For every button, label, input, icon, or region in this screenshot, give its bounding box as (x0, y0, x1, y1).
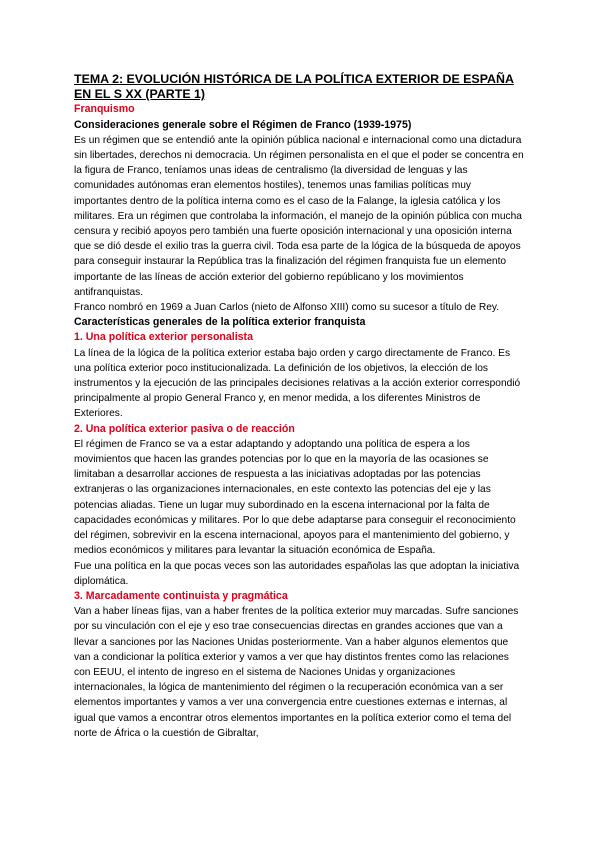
document-title: TEMA 2: EVOLUCIÓN HISTÓRICA DE LA POLÍTICA EXTERIOR DE ESPAÑA EN EL S XX (PARTE 1) (74, 72, 514, 102)
subheading-continuista: 3. Marcadamente continuista y pragmática (74, 589, 288, 602)
document-body (74, 72, 526, 741)
heading-caracteristicas: Características generales de la política exterior franquista (74, 316, 366, 329)
paragraph-personalista: La línea de la lógica de la política exterior estaba bajo orden y cargo directamente de Franco. Es una política exterior poco institucionalizada. La definición de los objetivos, la elección de los instrumentos y la ejecución de las principales decisiones relativas a la acción exterior correspondió principalmente al propio General Franco y, en menor medida, a los diferentes Ministros de Exteriores. (74, 347, 521, 420)
subheading-personalista: 1. Una política exterior personalista (74, 331, 253, 344)
section-title-franquismo: Franquismo (74, 103, 135, 116)
subheading-pasiva: 2. Una política exterior pasiva o de reacción (74, 422, 295, 435)
paragraph-regimen: Es un régimen que se entendió ante la opinión pública nacional e internacional como una dictadura sin libertades, derechos ni democracia. Un régimen personalista en el que el poder se concentra en la figura de Franco, teníamos unas ideas de centralismo (la diversidad de lenguas y las comunidades autónomas eran elementos hostiles), tenemos unas familias políticas muy importantes dentro de la política interna como es el caso de la Falange, la iglesia católica y los militares. Era un régimen que controlaba la información, el manejo de la opinión pública con mucha censura y recibió apoyos pero también una fuerte oposición internacional y una oposición interna que se dió desde el exilio tras la guerra civil. Toda esa parte de la lógica de la búsqueda de apoyos para conseguir instaurar la República tras la finalización del régimen franquista fue un elemento importante de las líneas de acción exterior del gobierno repúblicano y los movimientos antifranquistas. (74, 134, 524, 298)
heading-consideraciones: Consideraciones generale sobre el Régimen de Franco (1939-1975) (74, 118, 412, 131)
paragraph-pasiva: El régimen de Franco se va a estar adaptando y adoptando una política de espera a los movimientos que hacen las grandes potencias por lo que en la mayoría de las ocasiones se limitaban a desarrollar acciones de respuesta a las iniciativas adoptadas por las potencias extranjeras o las organizaciones internacionales, en este contexto las potencias del eje y las potencias aliadas. Tiene un lugar muy subordinado en la escena internacional por la falta de capacidades económicas y militares. Por lo que debe adaptarse para conseguir el reconocimiento del régimen, sobrevivir en la escena internacional, apoyos para el mantenimiento del gobierno, y medios económicos y militares para levantar la situación económica de España. (74, 438, 516, 557)
paragraph-continuista: Van a haber líneas fijas, van a haber frentes de la política exterior muy marcadas. Sufre sanciones por su vinculación con el eje y eso trae consecuencias directas en grandes acciones que van a llevar a sanciones por las Naciones Unidas posteriormente. Van a haber algunos elementos que van a condicionar la política exterior y vamos a ver que hay distintos frentes como las relaciones con EEUU, el intento de ingreso en el sistema de Naciones Unidas y organizaciones internacionales, la lógica de mantenimiento del régimen o la recuperación económica van a ser elementos importantes y vamos a ver una convergencia entre cuestiones externas e internas, al igual que vamos a encontrar otros elementos importantes en la política exterior como el tema del norte de África o la cuestión de Gibraltar, (74, 606, 519, 739)
paragraph-iniciativa: Fue una política en la que pocas veces son las autoridades españolas las que adoptan la iniciativa diplomática. (74, 560, 520, 587)
paragraph-sucesor: Franco nombró en 1969 a Juan Carlos (nieto de Alfonso XIII) como su sucesor a título de Rey. (74, 302, 500, 314)
